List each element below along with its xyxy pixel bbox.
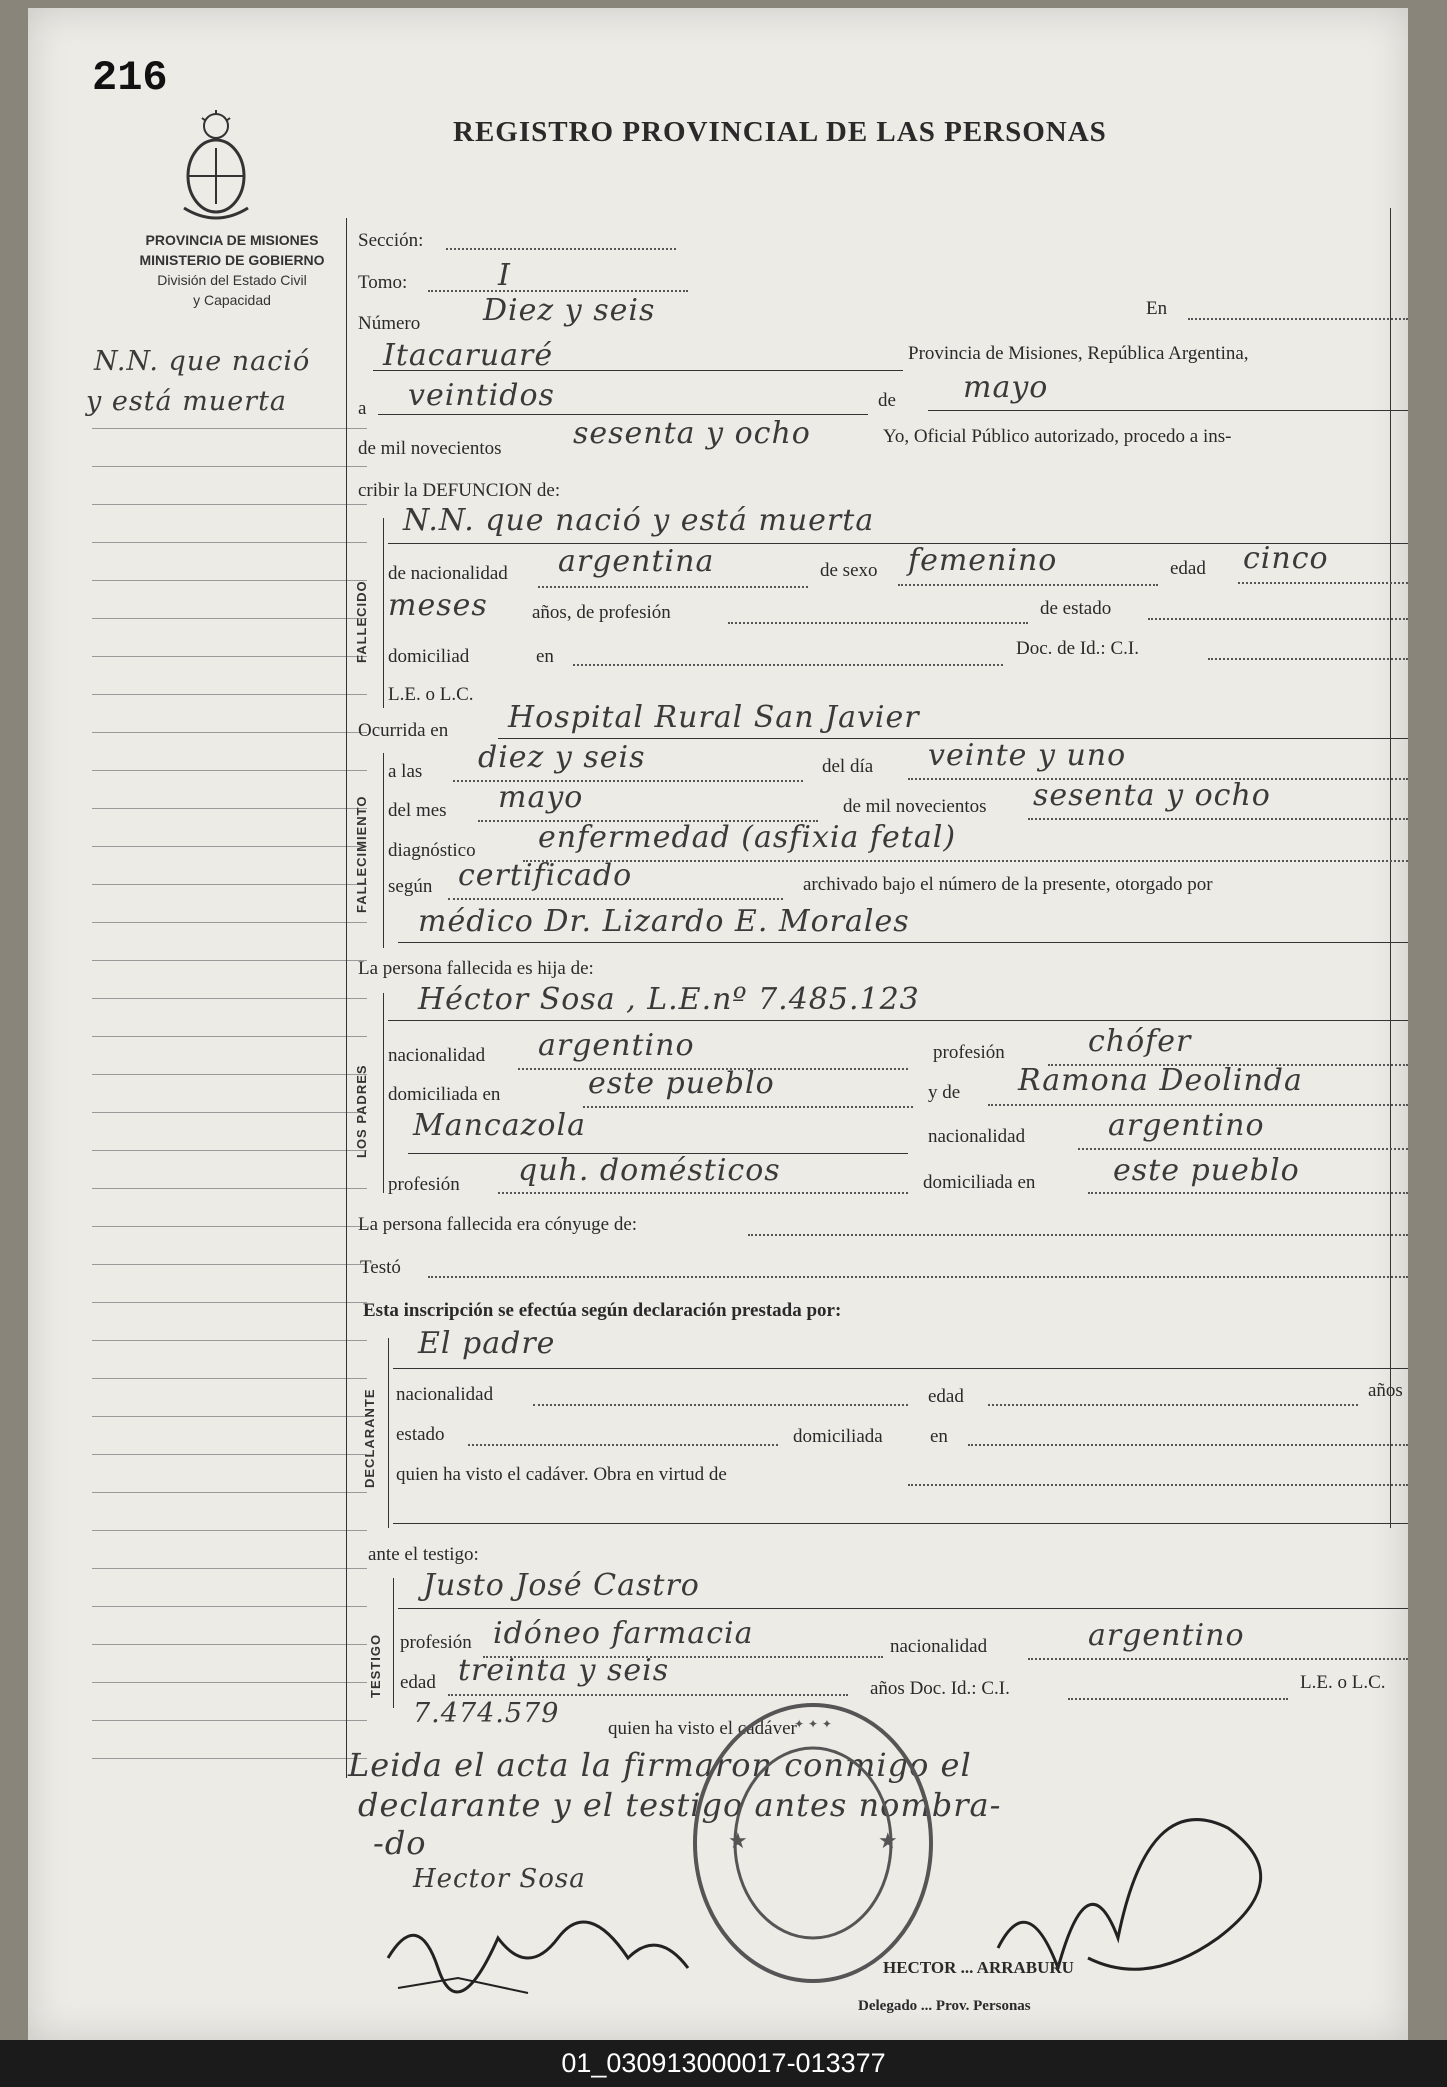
dec-estado-line <box>468 1444 778 1446</box>
svg-text:★: ★ <box>728 1829 748 1854</box>
label-seccion: Sección: <box>358 230 424 251</box>
right-border <box>1390 208 1391 1528</box>
t-doc-line <box>1068 1698 1288 1700</box>
officer-name: HECTOR ... ARRABURU <box>883 1958 1074 1977</box>
margin-rule <box>92 922 367 923</box>
ministry-line4: y Capacidad <box>193 292 271 308</box>
margin-rule <box>92 1758 367 1759</box>
value-tomo: I <box>498 258 511 293</box>
margin-rule <box>92 580 367 581</box>
conyuge-line <box>748 1234 1408 1236</box>
value-hora: diez y seis <box>478 740 646 775</box>
declarante-line <box>393 1368 1408 1369</box>
value-anio: sesenta y ocho <box>573 416 811 451</box>
document-title: REGISTRO PROVINCIAL DE LAS PERSONAS <box>453 116 1107 148</box>
padre-line <box>388 1020 1408 1021</box>
label-madre-profesion: profesión <box>388 1174 460 1195</box>
margin-note-line2: y está muerta <box>86 386 288 417</box>
value-testigo-nac: argentino <box>1088 1618 1245 1653</box>
label-segun: según <box>388 876 433 897</box>
value-padre-prof: chófer <box>1088 1024 1192 1059</box>
margin-rule <box>92 1606 367 1607</box>
margin-rule <box>92 1340 367 1341</box>
value-madre2: Mancazola <box>413 1108 586 1143</box>
edad-line <box>1238 582 1408 584</box>
margin-note-line1: N.N. que nació <box>94 346 311 377</box>
value-medico: médico Dr. Lizardo E. Morales <box>418 904 910 939</box>
label-t-nacionalidad: nacionalidad <box>890 1636 988 1657</box>
value-testigo-prof: idóneo farmacia <box>493 1616 754 1651</box>
margin-rule <box>92 1264 367 1265</box>
label-de-estado: de estado <box>1040 598 1112 619</box>
label-madre-domiciliada: domiciliada en <box>923 1172 1036 1193</box>
margin-rule <box>92 1454 367 1455</box>
label-de-mil: de mil novecientos <box>358 438 502 459</box>
label-dec-domiciliada: domiciliada <box>793 1426 883 1447</box>
svg-text:✦ ✦ ✦: ✦ ✦ ✦ <box>794 1717 832 1731</box>
label-a: a <box>358 398 367 419</box>
label-dec-anos: años <box>1368 1380 1403 1401</box>
label-dec-visto: quien ha visto el cadáver. Obra en virtud de <box>396 1464 727 1485</box>
madre-prof-line <box>498 1192 908 1194</box>
certificado-line <box>448 898 783 900</box>
label-ante-testigo: ante el testigo: <box>368 1544 479 1565</box>
doc-line <box>1208 658 1408 660</box>
diagnostico-line <box>523 860 1408 862</box>
value-certificado: certificado <box>458 858 633 893</box>
label-a-las: a las <box>388 761 423 782</box>
value-padre-dom: este pueblo <box>588 1066 775 1101</box>
margin-rule <box>92 1302 367 1303</box>
madre-dom-line <box>1088 1192 1408 1194</box>
margin-rule <box>92 428 367 429</box>
side-label-fallecimiento: FALLECIMIENTO <box>354 795 369 913</box>
label-domiciliad: domiciliad <box>388 646 470 667</box>
signature-father: Hector Sosa <box>413 1864 586 1894</box>
side-label-testigo: TESTIGO <box>368 1633 383 1698</box>
margin-rule <box>92 466 367 467</box>
label-dec-en: en <box>930 1426 948 1447</box>
margin-rule <box>92 1416 367 1417</box>
medico-line <box>398 942 1408 943</box>
margin-rule <box>92 1492 367 1493</box>
label-dec-edad: edad <box>928 1386 964 1407</box>
margin-rule <box>92 808 367 809</box>
margin-rule <box>92 1036 367 1037</box>
padres-bracket <box>383 993 384 1193</box>
value-padre: Héctor Sosa , L.E.nº 7.485.123 <box>418 982 920 1017</box>
label-t-profesion: profesión <box>400 1632 472 1653</box>
value-meses: meses <box>388 588 488 623</box>
value-madre-prof: quh. domésticos <box>518 1153 781 1188</box>
testo-line <box>428 1276 1408 1278</box>
label-y-de: y de <box>928 1082 961 1103</box>
dec-bottom-line <box>393 1523 1408 1524</box>
value-madre-dom: este pueblo <box>1113 1153 1300 1188</box>
label-de: de <box>878 390 896 411</box>
value-diagnostico: enfermedad (asfixia fetal) <box>538 820 957 855</box>
label-t-visto: quien ha visto el cadáver <box>608 1718 797 1739</box>
fallecimiento-bracket <box>383 753 384 948</box>
dia-line <box>378 414 868 415</box>
value-dia: veintidos <box>408 378 555 413</box>
label-ocurrida: Ocurrida en <box>358 720 449 741</box>
label-padre-domiciliada: domiciliada en <box>388 1084 501 1105</box>
side-label-padres: LOS PADRES <box>354 1064 369 1158</box>
lugar-line <box>373 370 903 371</box>
label-t-anos-doc: años Doc. Id.: C.I. <box>870 1678 1010 1699</box>
margin-rule <box>92 542 367 543</box>
mes-line <box>928 410 1408 411</box>
margin-rule <box>92 1188 367 1189</box>
margin-rule <box>92 1074 367 1075</box>
label-en-dom: en <box>536 646 554 667</box>
margin-rule <box>92 618 367 619</box>
margin-rule <box>92 1112 367 1113</box>
label-tomo: Tomo: <box>358 272 408 293</box>
padre-dom-line <box>583 1106 913 1108</box>
dec-dom-line <box>968 1444 1408 1446</box>
nacionalidad-line <box>538 586 808 588</box>
label-doc-id: Doc. de Id.: C.I. <box>1016 638 1139 659</box>
label-inscripcion: Esta inscripción se efectúa según declaración prestada por: <box>363 1300 842 1321</box>
document-page <box>28 8 1408 2040</box>
margin-rule <box>92 960 367 961</box>
dec-visto-line <box>908 1484 1408 1486</box>
label-testo: Testó <box>360 1257 401 1278</box>
value-leida1: Leida el acta la firmaron conmigo el <box>348 1746 972 1784</box>
seccion-line <box>446 248 676 250</box>
label-de-sexo: de sexo <box>820 560 878 581</box>
archive-id-footer: 01_030913000017-013377 <box>0 2040 1447 2087</box>
dec-edad-line <box>988 1404 1358 1406</box>
margin-rule <box>92 846 367 847</box>
value-testigo-edad: treinta y seis <box>458 1653 670 1688</box>
margin-rule <box>92 884 367 885</box>
margin-rule <box>92 504 367 505</box>
ministry-line1: PROVINCIA DE MISIONES <box>145 232 319 248</box>
tomo-line <box>428 290 688 292</box>
margin-rule <box>92 1530 367 1531</box>
en-line <box>1188 318 1408 320</box>
margin-rule <box>92 1226 367 1227</box>
label-hija-de: La persona fallecida es hija de: <box>358 958 594 979</box>
declarante-bracket <box>388 1338 389 1528</box>
label-padre-profesion: profesión <box>933 1042 1005 1063</box>
label-provincia: Provincia de Misiones, República Argentina, <box>908 343 1249 364</box>
label-en: En <box>1146 298 1168 319</box>
label-de-nacionalidad: de nacionalidad <box>388 563 508 584</box>
margin-rule <box>92 770 367 771</box>
margin-rule <box>92 1378 367 1379</box>
testigo-line <box>398 1608 1408 1609</box>
label-madre-nacionalidad: nacionalidad <box>928 1126 1026 1147</box>
label-dec-nacionalidad: nacionalidad <box>396 1384 494 1405</box>
margin-rule <box>92 656 367 657</box>
profesion-line <box>728 622 1028 624</box>
value-declarante: El padre <box>418 1326 556 1361</box>
margin-rule <box>92 1720 367 1721</box>
value-edad: cinco <box>1243 541 1329 576</box>
value-nacionalidad: argentina <box>558 544 715 579</box>
margin-rule <box>92 694 367 695</box>
label-conyuge: La persona fallecida era cónyuge de: <box>358 1214 638 1235</box>
value-del-mes: mayo <box>498 780 584 815</box>
folio-text: 216 <box>92 54 168 102</box>
margin-rule <box>92 1682 367 1683</box>
label-del-dia: del día <box>822 756 874 777</box>
value-padre-nac: argentino <box>538 1028 695 1063</box>
folio-number <box>92 54 168 102</box>
value-del-dia: veinte y uno <box>928 738 1127 773</box>
value-mes: mayo <box>963 370 1049 405</box>
sexo-line <box>898 584 1158 586</box>
label-padre-nacionalidad: nacionalidad <box>388 1045 486 1066</box>
label-le-lc: L.E. o L.C. <box>388 684 474 705</box>
label-cribir: cribir la DEFUNCION de: <box>358 480 561 501</box>
value-leida3: -do <box>373 1824 427 1862</box>
coat-of-arms-icon <box>176 108 256 228</box>
main-column-border <box>346 218 347 1778</box>
value-nombre: N.N. que nació y está muerta <box>403 503 875 538</box>
ministry-line3: División del Estado Civil <box>157 272 307 288</box>
margin-rule <box>92 1150 367 1151</box>
madre-line <box>988 1104 1408 1106</box>
label-dec-estado: estado <box>396 1424 445 1445</box>
dec-nac-line <box>533 1404 908 1406</box>
value-testigo-doc: 7.474.579 <box>413 1698 560 1729</box>
label-t-le-lc: L.E. o L.C. <box>1300 1672 1386 1693</box>
value-anio2: sesenta y ocho <box>1033 778 1271 813</box>
t-edad-line <box>448 1694 848 1696</box>
side-label-fallecido: FALLECIDO <box>354 580 369 663</box>
ministry-line2: MINISTERIO DE GOBIERNO <box>139 252 325 268</box>
estado-line <box>1148 618 1408 620</box>
label-t-edad: edad <box>400 1672 436 1693</box>
madre-nac-line <box>1078 1148 1408 1150</box>
t-nac-line <box>1028 1658 1408 1660</box>
margin-rule <box>92 1644 367 1645</box>
label-de-mil2: de mil novecientos <box>843 796 987 817</box>
side-label-declarante: DECLARANTE <box>362 1388 377 1488</box>
label-archivado: archivado bajo el número de la presente, otorgado por <box>803 874 1213 895</box>
officer-title: Delegado ... Prov. Personas <box>858 1998 1031 2014</box>
value-sexo: femenino <box>908 543 1058 578</box>
label-numero: Número <box>358 313 421 334</box>
label-anos-profesion: años, de profesión <box>532 602 671 623</box>
value-lugar: Itacaruaré <box>383 338 554 373</box>
margin-rule <box>92 1568 367 1569</box>
value-leida2: declarante y el testigo antes nombra- <box>358 1786 1002 1824</box>
value-ocurrida: Hospital Rural San Javier <box>508 700 920 735</box>
ministry-block <box>92 230 372 310</box>
value-madre-nac: argentino <box>1108 1108 1265 1143</box>
margin-rule <box>92 732 367 733</box>
testigo-bracket <box>393 1578 394 1708</box>
label-diagnostico: diagnóstico <box>388 840 476 861</box>
domicilio-line <box>573 664 1003 666</box>
value-madre: Ramona Deolinda <box>1018 1063 1303 1098</box>
margin-rule <box>92 998 367 999</box>
svg-text:★: ★ <box>878 1829 898 1854</box>
anio2-line <box>1028 818 1408 820</box>
label-del-mes: del mes <box>388 800 447 821</box>
value-numero: Diez y seis <box>483 293 656 328</box>
official-seal-icon <box>688 1698 938 1988</box>
fallecido-bracket <box>383 518 384 708</box>
label-yo-oficial: Yo, Oficial Público autorizado, procedo a ins- <box>883 426 1232 447</box>
signature-witness-icon <box>378 1898 708 2008</box>
label-edad: edad <box>1170 558 1206 579</box>
value-testigo: Justo José Castro <box>423 1568 700 1603</box>
